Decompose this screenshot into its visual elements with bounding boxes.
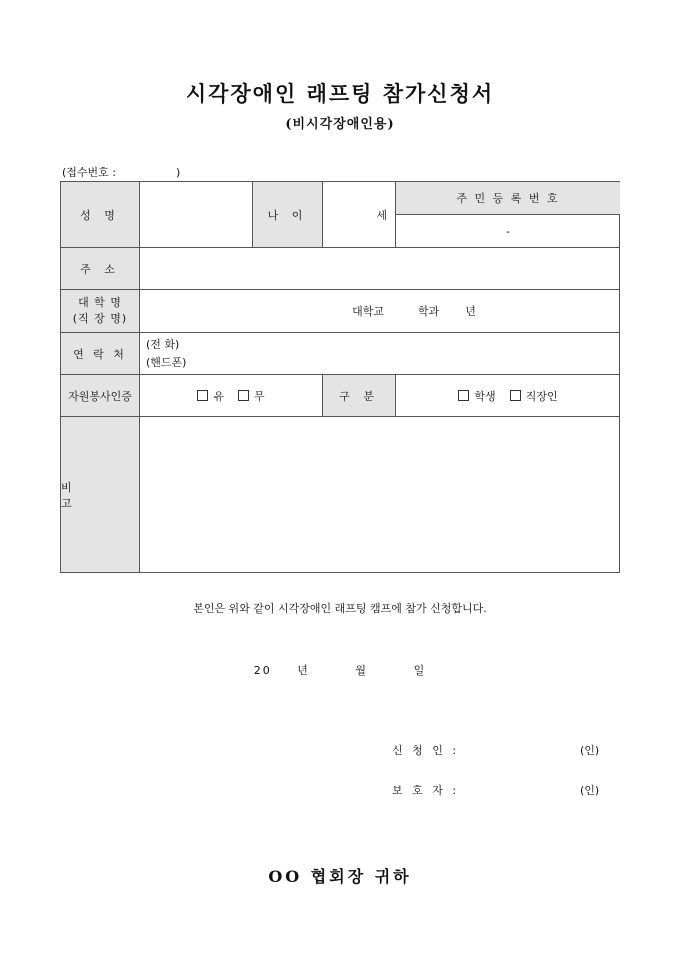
name-label: 성 명	[61, 182, 140, 248]
date-month: 월	[355, 664, 369, 677]
category-option-student[interactable]: 학생	[458, 388, 495, 404]
guardian-label: 보 호 자 :	[392, 784, 460, 797]
checkbox-icon	[510, 390, 521, 401]
age-label: 나 이	[253, 182, 323, 248]
application-table	[60, 181, 620, 573]
form-title: 시각장애인 래프팅 참가신청서	[185, 81, 495, 106]
date-prefix: 20	[253, 664, 272, 677]
form-subtitle: (비시각장애인용)	[285, 117, 395, 132]
university-label-line1: 대 학 명	[78, 296, 122, 309]
remarks-field[interactable]	[140, 417, 620, 572]
address-label: 주 소	[61, 248, 140, 290]
applicant-label: 신 청 인 :	[392, 744, 460, 757]
date-year: 년	[297, 664, 310, 677]
university-label-line2: (직 장 명)	[72, 312, 128, 325]
contact-label: 연 락 처	[61, 333, 140, 375]
name-field[interactable]	[140, 182, 253, 248]
contact-field[interactable]	[140, 333, 620, 375]
category-option-employee[interactable]: 직장인	[510, 388, 558, 404]
checkbox-icon	[458, 390, 469, 401]
year-unit: 년	[465, 305, 476, 318]
rrn-field[interactable]	[396, 215, 620, 248]
guardian-seal: (인)	[580, 784, 600, 797]
age-unit: 세	[376, 208, 387, 222]
applicant-seal: (인)	[580, 744, 600, 757]
category-label: 구 분	[323, 375, 396, 417]
date-day: 일	[413, 664, 427, 677]
receipt-label: (접수번호 :	[62, 166, 116, 179]
address-field[interactable]	[140, 248, 620, 290]
rrn-label: 주 민 등 록 번 호	[396, 182, 620, 215]
volunteer-option-yes[interactable]: 유	[197, 388, 224, 404]
remarks-label: 비 고	[61, 417, 140, 572]
checkbox-icon	[238, 390, 249, 401]
rrn-separator: -	[506, 224, 510, 238]
mobile-label: (핸드폰)	[146, 355, 187, 369]
recipient-line: OO 협회장 귀하	[268, 867, 412, 886]
checkbox-icon	[197, 390, 208, 401]
university-field[interactable]	[140, 290, 620, 333]
phone-label: (전 화)	[146, 337, 180, 351]
volunteer-options	[140, 375, 323, 417]
receipt-close: )	[176, 166, 181, 179]
volunteer-option-no[interactable]: 무	[238, 388, 265, 404]
university-unit: 대학교	[352, 305, 384, 318]
category-options	[396, 375, 620, 417]
age-field[interactable]	[323, 182, 396, 248]
application-date	[0, 662, 680, 678]
university-label	[61, 290, 140, 333]
declaration-statement: 본인은 위와 같이 시각장애인 래프팅 캠프에 참가 신청합니다.	[193, 602, 487, 615]
volunteer-label: 자원봉사인증	[61, 375, 140, 417]
department-unit: 학과	[417, 305, 440, 318]
receipt-number	[62, 164, 180, 180]
